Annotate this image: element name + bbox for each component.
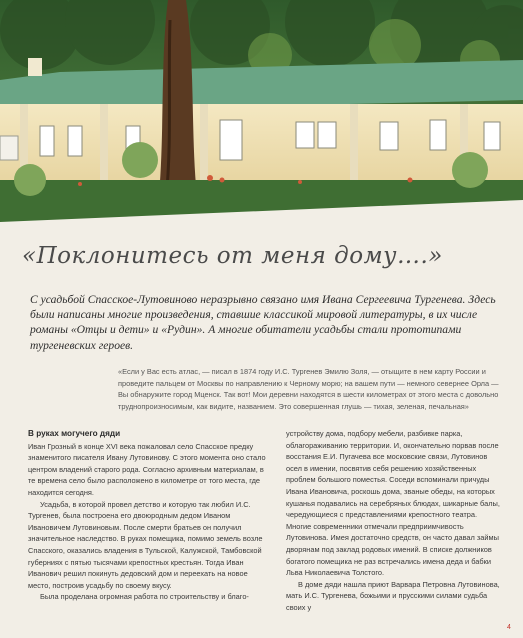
page-heading: «Поклонитесь от меня дому….» <box>22 243 443 269</box>
estate-photo <box>0 0 523 222</box>
left-column <box>28 428 268 603</box>
balcony <box>0 136 18 160</box>
page-edge-decoration <box>0 200 523 240</box>
page-number: 4 <box>507 624 511 631</box>
section-subheading: В руках могучего дяди <box>28 429 121 438</box>
paragraph: Была проделана огромная работа по строительству и благо- <box>40 592 249 602</box>
paragraph: В доме дяди нашла приют Варвара Петровна Лутовинова, мать И.С. Тургенева, божьими и прусскими силами судьба своих у <box>286 579 500 612</box>
paragraph: Иван Грозный в конце XVI века пожаловал село Спасское предку знаменитого писателя Ивану Лутовинову. С этого момента оно стало центром владений старого рода. Согласно архивным материалам, в те времена село было расположено в километре от того места, где находится сегодня. <box>28 441 266 497</box>
manor-house-illustration <box>0 0 523 222</box>
chimney <box>28 58 42 76</box>
lead-paragraph: С усадьбой Спасское-Лутовиново неразрывно связано имя Ивана Сергеевича Тургенева. Здесь были написаны многие произведения, ставшие классикой мировой литературы, в их числе романы «Отцы и дети» и «Рудин». А многие обитатели усадьбы стали прототипами тургеневских героев. <box>30 293 496 352</box>
paragraph: устройству дома, подбору мебели, разбивке парка, облагораживанию территории. И, окончательно порвав после восстания Е.И. Пугачева все московские связи, Лутовинов осел в имении, посвятив себя решению хозяйственных проблем большого поместья. Соседи вспоминали причуды Ивана Ивановича, роскошь дома, званые обеды, на которых кушанья подавались на серебряных блюдах, шикарные балы, чередующиеся с представлениями крепостного театра. Многие современники отмечали предприимчивость Лутовинова. Имея достаточно средств, он часто давал займы дворянам под заклад родовых имений. В списке должников богатого помещика не раз встречались имена деда и бабки Льва Николаевича Толстого. <box>286 429 500 578</box>
right-column <box>286 428 500 614</box>
paragraph: Усадьба, в которой провел детство и которую так любил И.С. Тургенев, была построена его двоюродным дедом Иваном Ивановичем Лутовиновым. После смерти братьев он получил значительное наследство. В руках помещика, помимо земель возле Спасского, оказались владения в Тульской, Калужской, Тамбовской губерниях с пятью тысячами крепостных крестьян. Тогда Иван Иванович решил покинуть дедовский дом и переехать на новое место, построив усадьбу по своему вкусу. <box>28 499 263 590</box>
turgenev-quote: «Если у Вас есть атлас, — писал в 1874 году И.С. Тургенев Эмилю Золя, — отыщите в нем карту России и проведите пальцем от Москвы по направлению к Черному морю; на вашем пути — немного севернее Орла — Вы обнаружите город Мценск. Так вот! Мои деревни находятся в шести километрах от этого места с довольно труднопроизносимым, как видите, названием. Это совершенная глушь — тихая, зеленая, печальная» <box>118 367 499 411</box>
